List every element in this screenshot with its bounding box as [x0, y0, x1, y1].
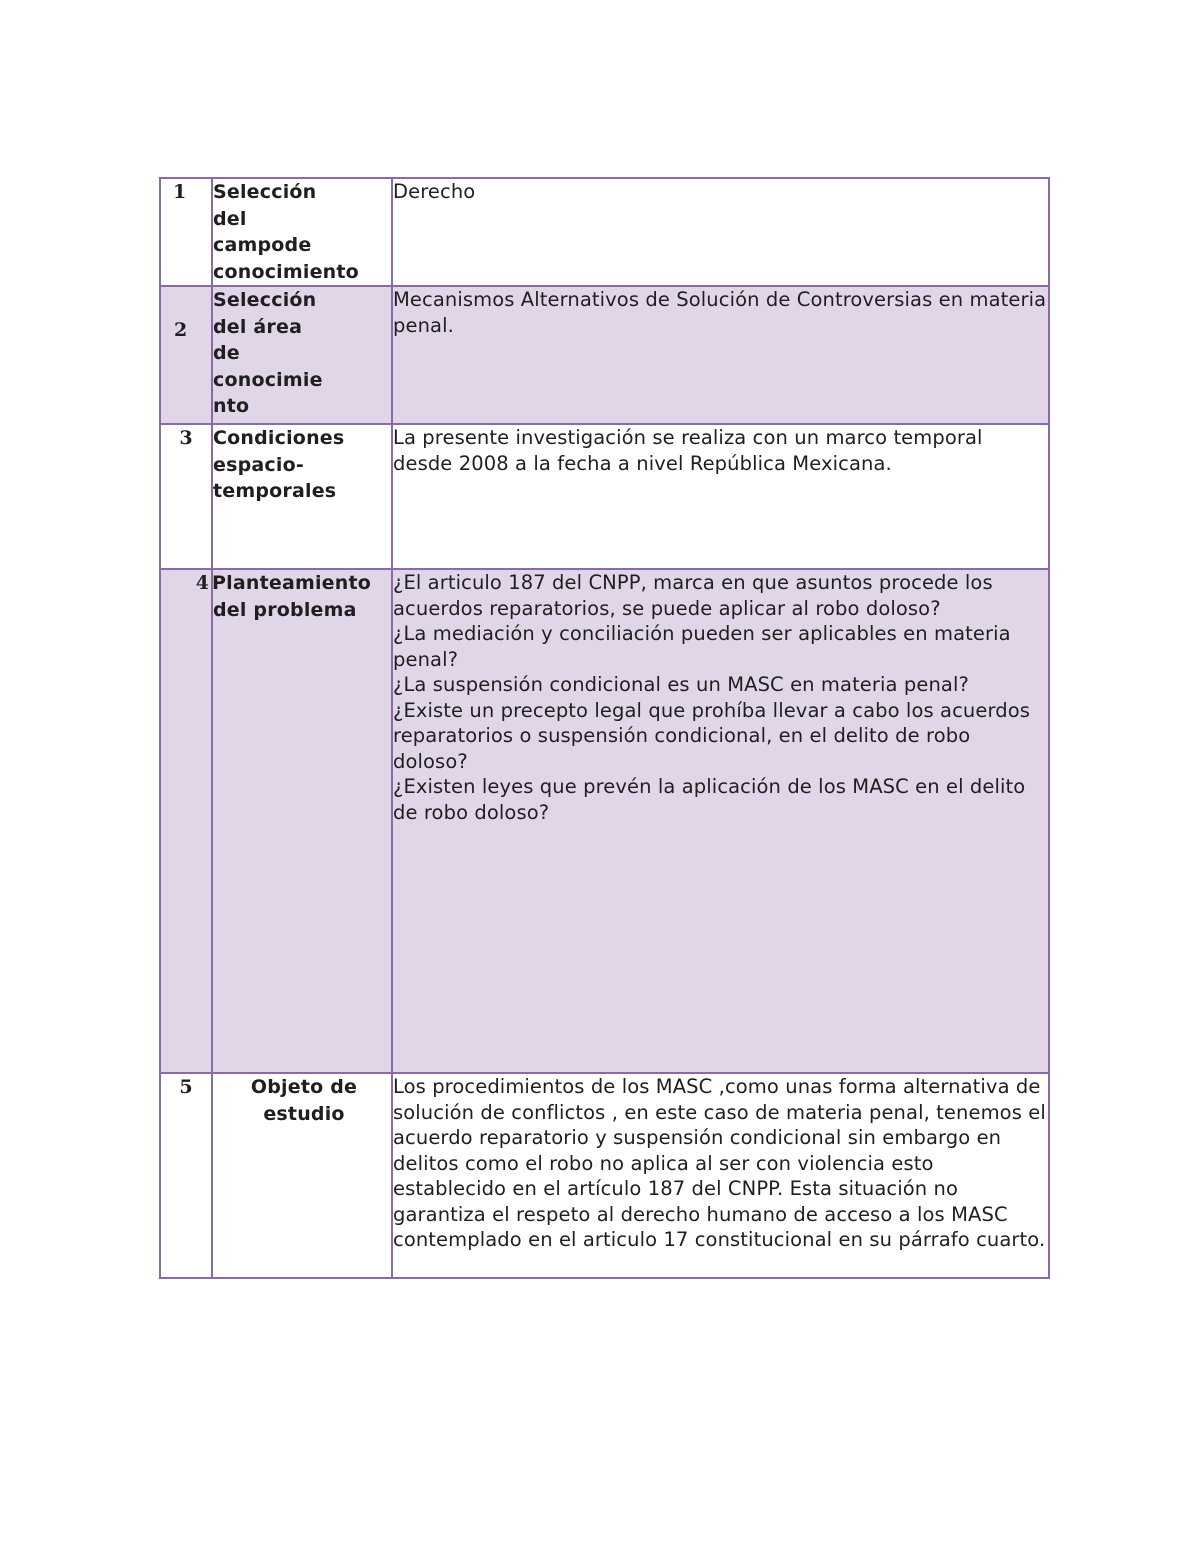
- row-label: Condiciones espacio- temporales: [212, 424, 392, 569]
- row-number: 1: [160, 178, 212, 286]
- row-label: Planteamiento del problema: [212, 569, 392, 1073]
- research-table: [159, 177, 1050, 1279]
- row-value: La presente investigación se realiza con un marco temporal desde 2008 a la fecha a nivel República Mexicana.: [392, 424, 1049, 569]
- row-value: ¿El articulo 187 del CNPP, marca en que asuntos procede los acuerdos reparatorios, se puede aplicar al robo doloso? ¿La mediación y conciliación pueden ser aplicables en materia penal? ¿La suspensión condicional es un MASC en materia penal? ¿Existe un precepto legal que prohíba llevar a cabo los acuerdos reparatorios o suspensión condicional, en el delito de robo doloso? ¿Existen leyes que prevén la aplicación de los MASC en el delito de robo doloso?: [392, 569, 1049, 1073]
- row-label: Selección del área de conocimie nto: [212, 286, 392, 424]
- row-label: Objeto de estudio: [212, 1073, 392, 1278]
- row-number: 4: [160, 569, 212, 1073]
- table-row: [160, 178, 1049, 286]
- table-row: [160, 424, 1049, 569]
- row-number: 3: [160, 424, 212, 569]
- row-value: Los procedimientos de los MASC ,como unas forma alternativa de solución de conflictos , en este caso de materia penal, tenemos el acuerdo reparatorio y suspensión condicional sin embargo en delitos como el robo no aplica al ser con violencia esto establecido en el artículo 187 del CNPP. Esta situación no garantiza el respeto al derecho humano de acceso a los MASC contemplado en el articulo 17 constitucional en su párrafo cuarto.: [392, 1073, 1049, 1278]
- row-number: 2: [160, 286, 212, 424]
- table-row: [160, 286, 1049, 424]
- table-row: [160, 1073, 1049, 1278]
- row-label: Selección del campode conocimiento: [212, 178, 392, 286]
- table-row: [160, 569, 1049, 1073]
- row-value: Derecho: [392, 178, 1049, 286]
- row-value: Mecanismos Alternativos de Solución de Controversias en materia penal.: [392, 286, 1049, 424]
- row-number: 5: [160, 1073, 212, 1278]
